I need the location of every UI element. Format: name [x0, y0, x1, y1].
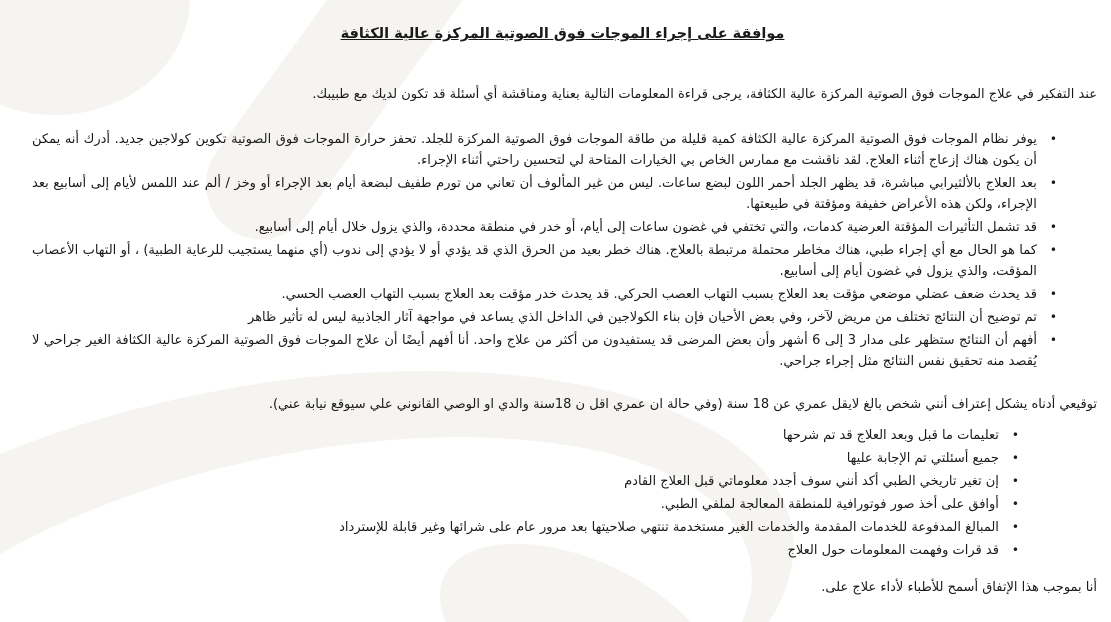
list-item	[32, 284, 1057, 305]
list-item	[32, 448, 1019, 469]
list-item-text: قد يحدث ضعف عضلي موضعي مؤقت بعد العلاج بسبب التهاب العصب الحركي. قد يحدث خدر مؤقت بعد العلاج بسبب التهاب العصب الحسي.	[281, 287, 1037, 302]
bullet-icon: •	[1011, 451, 1019, 465]
list-item-text: قد تشمل التأثيرات المؤقتة العرضية كدمات، والتي تختفي في غضون ساعات إلى أيام، أو خدر في منطقة محددة، والذي يزول خلال أيام إلى أسابيع.	[254, 220, 1037, 235]
bullet-icon: •	[1049, 132, 1057, 146]
list-item	[32, 540, 1019, 561]
bullet-icon: •	[1049, 176, 1057, 190]
list-item-text: بعد العلاج بالألثيرابي مباشرة، قد يظهر الجلد أحمر اللون لبضع ساعات. ليس من غير المألوف أن تعاني من تورم طفيف لبضعة أيام بعد الإجراء أو وخز / ألم عند اللمس لأيام إلى أسابيع بعد الإجراء، ولكن هذه الأعراض خفيفة ومؤقتة في طبيعتها.	[32, 176, 1037, 212]
bullet-icon: •	[1011, 520, 1019, 534]
bullet-icon: •	[1011, 543, 1019, 557]
list-item	[32, 471, 1019, 492]
bullet-icon: •	[1011, 474, 1019, 488]
bullet-icon: •	[1049, 243, 1057, 257]
list-item	[32, 217, 1057, 238]
list-item	[32, 307, 1057, 328]
list-item-text: كما هو الحال مع أي إجراء طبي، هناك مخاطر محتملة مرتبطة بالعلاج. هناك خطر بعيد من الحرق الذي قد يؤدي أو لا يؤدي إلى ندوب (أي منهما يستجيب للرعاية الطبية) ، أو التهاب الأعصاب المؤقت، والذي يزول في غضون أيام إلى أسابيع.	[32, 243, 1037, 279]
list-item	[32, 240, 1057, 282]
intro-paragraph: عند التفكير في علاج الموجات فوق الصوتية المركزة عالية الكثافة، يرجى قراءة المعلومات التالية بعناية ومناقشة أي أسئلة قد تكون لديك مع طبيبك.	[312, 87, 1097, 102]
list-item	[32, 517, 1019, 538]
acknowledgement-bullet-list	[28, 425, 1097, 561]
bullet-icon: •	[1049, 287, 1057, 301]
bullet-icon: •	[1011, 497, 1019, 511]
list-item-text: جميع أسئلتي تم الإجابة عليها	[846, 451, 999, 466]
list-item-text: تعليمات ما قبل وبعد العلاج قد تم شرحها	[782, 428, 999, 443]
list-item-text: إن تغير تاريخي الطبي أكد أنني سوف أجدد معلوماتي قبل العلاج القادم	[624, 474, 999, 489]
list-item-text: قد قرات وفهمت المعلومات حول العلاج	[787, 543, 999, 558]
list-item-text: تم توضيح أن النتائج تختلف من مريض لآخر، وفي بعض الأحيان فإن بناء الكولاجين في الداخل الذي يساعد في مواجهة آثار الجاذبية ليس له تأثير ظاهر	[248, 310, 1037, 325]
bullet-icon: •	[1011, 428, 1019, 442]
list-item	[32, 494, 1019, 515]
bullet-icon: •	[1049, 220, 1057, 234]
document-title: موافقة على إجراء الموجات فوق الصوتية المركزة عالية الكثافة	[340, 26, 785, 42]
signature-statement: توقيعي أدناه يشكل إعتراف أنني شخص بالغ لايقل عمري عن 18 سنة (وفي حالة ان عمري اقل ن 18سنة والدي او الوصي القانوني علي سيوقع نيابة عني).	[268, 397, 1097, 412]
bullet-icon: •	[1049, 310, 1057, 324]
bullet-icon: •	[1049, 333, 1057, 347]
closing-statement: أنا بموجب هذا الإتفاق أسمح للأطباء لأداء علاج على.	[821, 580, 1097, 595]
list-item	[32, 425, 1019, 446]
list-item	[32, 173, 1057, 215]
list-item-text: أوافق على أخذ صور فوتورافية للمنطقة المعالجة لملفي الطبي.	[660, 497, 999, 512]
list-item-text: أفهم أن النتائج ستظهر على مدار 3 إلى 6 أشهر وأن بعض المرضى قد يستفيدون من أكثر من علاج واحد. أنا أفهم أيضًا أن علاج الموجات فوق الصوتية المركزة عالية الكثافة الغير جراحي لا يُقصد منه تحقيق نفس النتائج مثل إجراء جراحي.	[32, 333, 1037, 369]
list-item-text: المبالغ المدفوعة للخدمات المقدمة والخدمات الغير مستخدمة تنتهي صلاحيتها بعد مرور عام على شرائها وغير قابلة للإسترداد	[339, 520, 999, 535]
list-item	[32, 129, 1057, 171]
list-item	[32, 330, 1057, 372]
risk-bullet-list	[28, 129, 1097, 372]
list-item-text: يوفر نظام الموجات فوق الصوتية المركزة عالية الكثافة كمية قليلة من طاقة الموجات فوق الصوتية المركزة للجلد. تحفز حرارة الموجات فوق الصوتية تكوين كولاجين جديد. أدرك أنه يمكن أن يكون هناك إزعاج أثناء العلاج. لقد ناقشت مع ممارس الخاص بي الخيارات المتاحة لي لتحسين راحتي أثناء الإجراء.	[32, 132, 1037, 168]
